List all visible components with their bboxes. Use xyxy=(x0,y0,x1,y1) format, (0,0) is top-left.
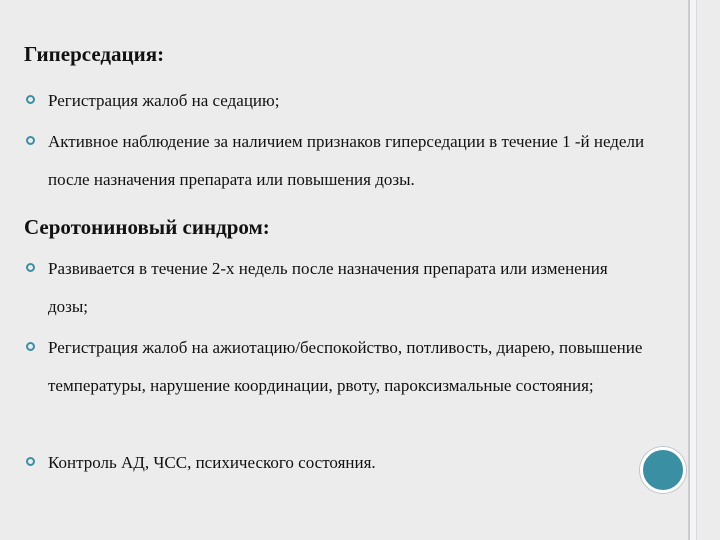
list-item xyxy=(24,82,680,120)
list-item xyxy=(24,444,680,482)
bullet-circle-icon xyxy=(26,342,35,351)
list-item-text: Регистрация жалоб на ажиотацию/беспокойство, потливость, диарею, повышение температуры, нарушение координации, рвоту, пароксизмальные состояния; xyxy=(48,338,643,395)
list-item-text: Контроль АД, ЧСС, психического состояния. xyxy=(48,453,376,472)
bullet-circle-icon xyxy=(26,457,35,466)
section-heading-hypersedation: Гиперседация: xyxy=(24,42,165,66)
bullet-circle-icon xyxy=(26,263,35,272)
list-item xyxy=(24,123,674,199)
decorative-circle-icon xyxy=(640,447,686,493)
bullet-circle-icon xyxy=(26,136,35,145)
list-item-text: Регистрация жалоб на седацию; xyxy=(48,91,280,110)
list-item xyxy=(24,250,624,326)
bullet-circle-icon xyxy=(26,95,35,104)
section-heading-serotonin-syndrome: Серотониновый синдром: xyxy=(24,215,270,239)
right-frame-inner-line xyxy=(696,0,697,540)
list-item-text: Активное наблюдение за наличием признаков гиперседации в течение 1 -й недели после назначения препарата или повышения дозы. xyxy=(48,132,645,189)
list-item-text: Развивается в течение 2-х недель после назначения препарата или изменения дозы; xyxy=(48,259,608,316)
list-item xyxy=(24,329,664,405)
